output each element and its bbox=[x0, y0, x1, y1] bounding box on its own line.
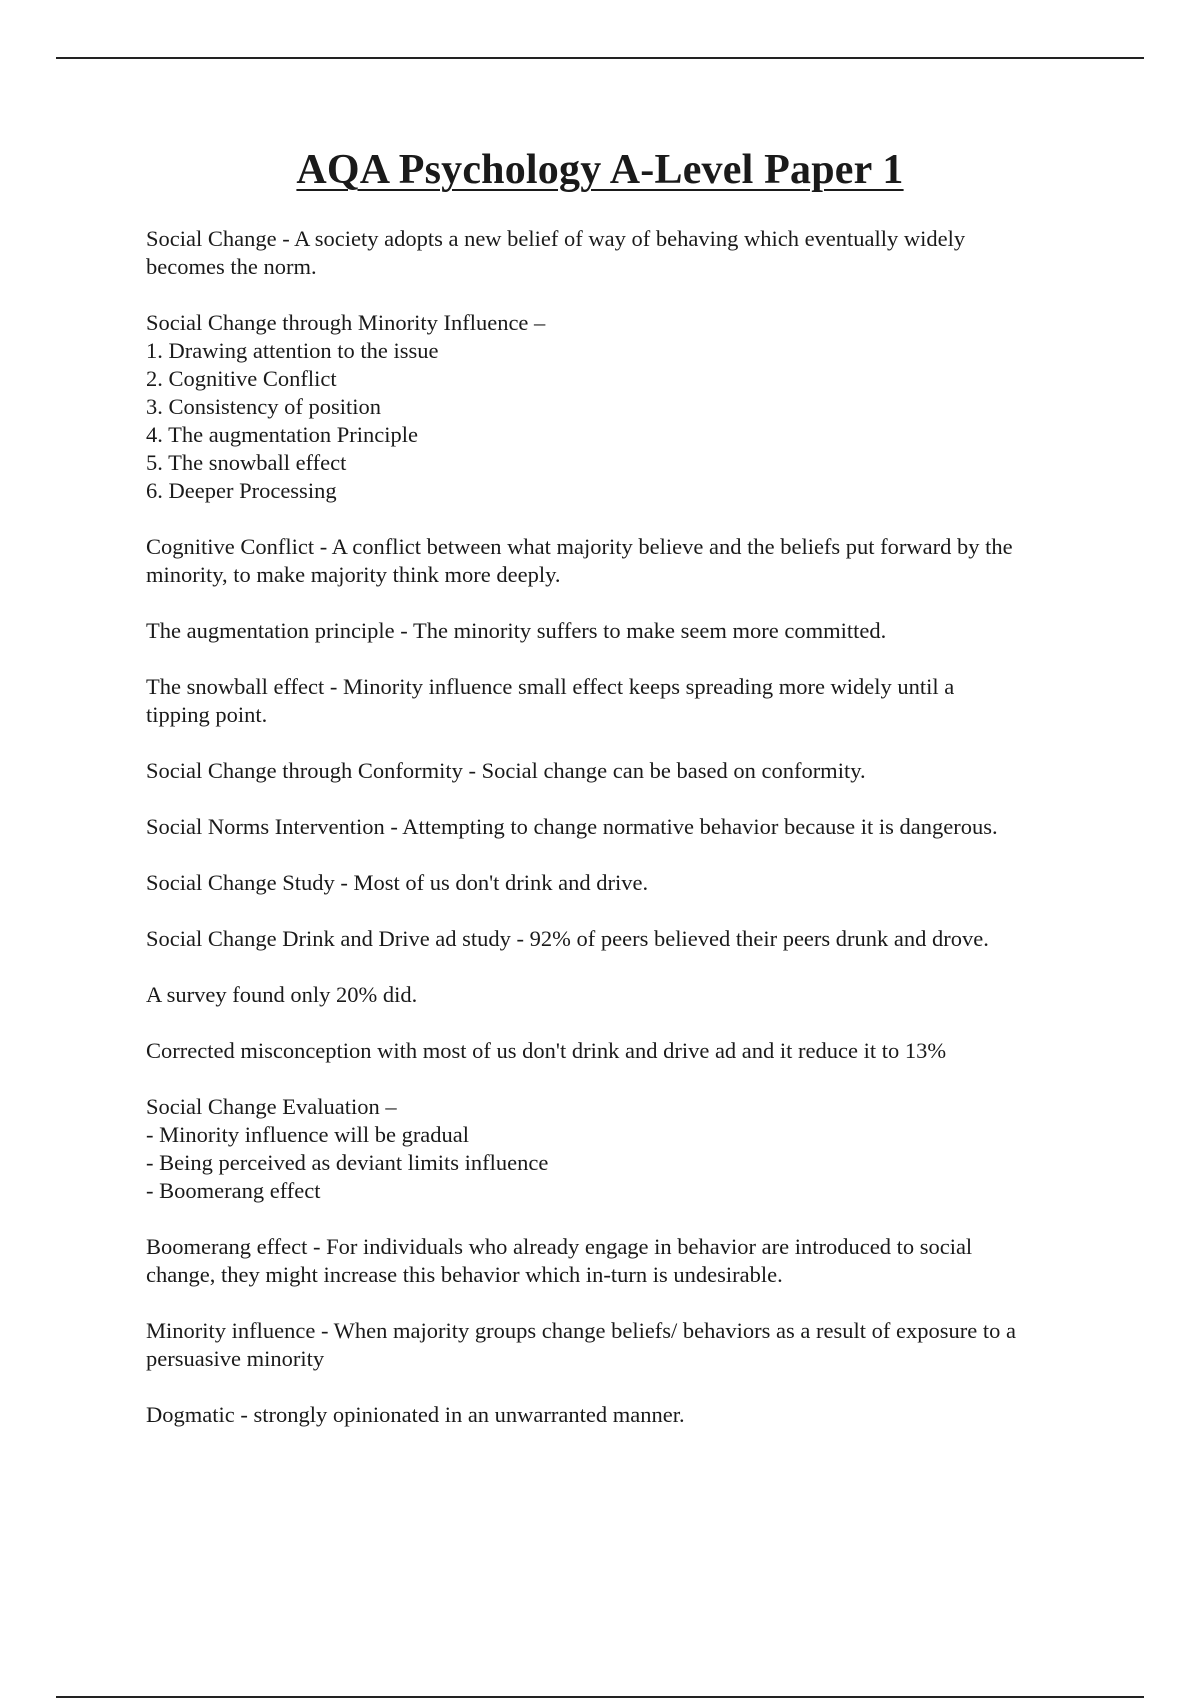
bottom-rule bbox=[56, 1696, 1144, 1698]
paragraph-cognitive-conflict bbox=[146, 533, 1106, 589]
top-rule bbox=[56, 57, 1144, 59]
text-line: Social Change Study - Most of us don't drink and drive. bbox=[146, 870, 649, 895]
text-line: change, they might increase this behavior which in-turn is undesirable. bbox=[146, 1262, 783, 1287]
paragraph-minority-influence-definition bbox=[146, 1317, 1106, 1373]
text-line: Boomerang effect - For individuals who already engage in behavior are introduced to social bbox=[146, 1234, 973, 1259]
text-line: Social Change through Conformity - Social change can be based on conformity. bbox=[146, 758, 866, 783]
paragraph-snowball-effect bbox=[146, 673, 1106, 729]
text-line: Social Change - A society adopts a new belief of way of behaving which eventually widely bbox=[146, 226, 966, 251]
paragraph-boomerang-effect bbox=[146, 1233, 1106, 1289]
text-line: tipping point. bbox=[146, 702, 268, 727]
list-item: - Being perceived as deviant limits influence bbox=[146, 1150, 549, 1175]
list-item: 3. Consistency of position bbox=[146, 394, 381, 419]
paragraph-evaluation-list bbox=[146, 1093, 1106, 1205]
list-heading: Social Change through Minority Influence – bbox=[146, 310, 546, 335]
list-item: 2. Cognitive Conflict bbox=[146, 366, 337, 391]
text-line: Minority influence - When majority groups change beliefs/ behaviors as a result of exposure to a bbox=[146, 1318, 1016, 1343]
list-item: 4. The augmentation Principle bbox=[146, 422, 419, 447]
paragraph-corrected-misconception bbox=[146, 1037, 1106, 1065]
paragraph-social-change-study bbox=[146, 869, 1106, 897]
text-line: Dogmatic - strongly opinionated in an unwarranted manner. bbox=[146, 1402, 685, 1427]
text-line: A survey found only 20% did. bbox=[146, 982, 418, 1007]
list-item: - Boomerang effect bbox=[146, 1178, 321, 1203]
list-item: 6. Deeper Processing bbox=[146, 478, 337, 503]
text-line: The augmentation principle - The minority suffers to make seem more committed. bbox=[146, 618, 887, 643]
list-item: 5. The snowball effect bbox=[146, 450, 347, 475]
paragraph-social-norms-intervention bbox=[146, 813, 1106, 841]
paragraph-dogmatic bbox=[146, 1401, 1106, 1429]
text-line: becomes the norm. bbox=[146, 254, 317, 279]
paragraph-drink-drive-study bbox=[146, 925, 1106, 953]
document-body bbox=[146, 225, 1106, 1457]
paragraph-conformity bbox=[146, 757, 1106, 785]
document-title: AQA Psychology A-Level Paper 1 bbox=[296, 147, 904, 193]
paragraph-social-change bbox=[146, 225, 1106, 281]
paragraph-minority-influence-list bbox=[146, 309, 1106, 505]
paragraph-survey bbox=[146, 981, 1106, 1009]
text-line: Social Norms Intervention - Attempting to change normative behavior because it is dangerous. bbox=[146, 814, 998, 839]
text-line: Cognitive Conflict - A conflict between what majority believe and the beliefs put forward by the bbox=[146, 534, 1013, 559]
text-line: persuasive minority bbox=[146, 1346, 325, 1371]
text-line: The snowball effect - Minority influence small effect keeps spreading more widely until a bbox=[146, 674, 955, 699]
list-item: - Minority influence will be gradual bbox=[146, 1122, 470, 1147]
text-line: minority, to make majority think more deeply. bbox=[146, 562, 561, 587]
list-heading: Social Change Evaluation – bbox=[146, 1094, 397, 1119]
text-line: Corrected misconception with most of us don't drink and drive ad and it reduce it to 13% bbox=[146, 1038, 947, 1063]
text-line: Social Change Drink and Drive ad study - 92% of peers believed their peers drunk and drove. bbox=[146, 926, 989, 951]
paragraph-augmentation-principle bbox=[146, 617, 1106, 645]
list-item: 1. Drawing attention to the issue bbox=[146, 338, 439, 363]
